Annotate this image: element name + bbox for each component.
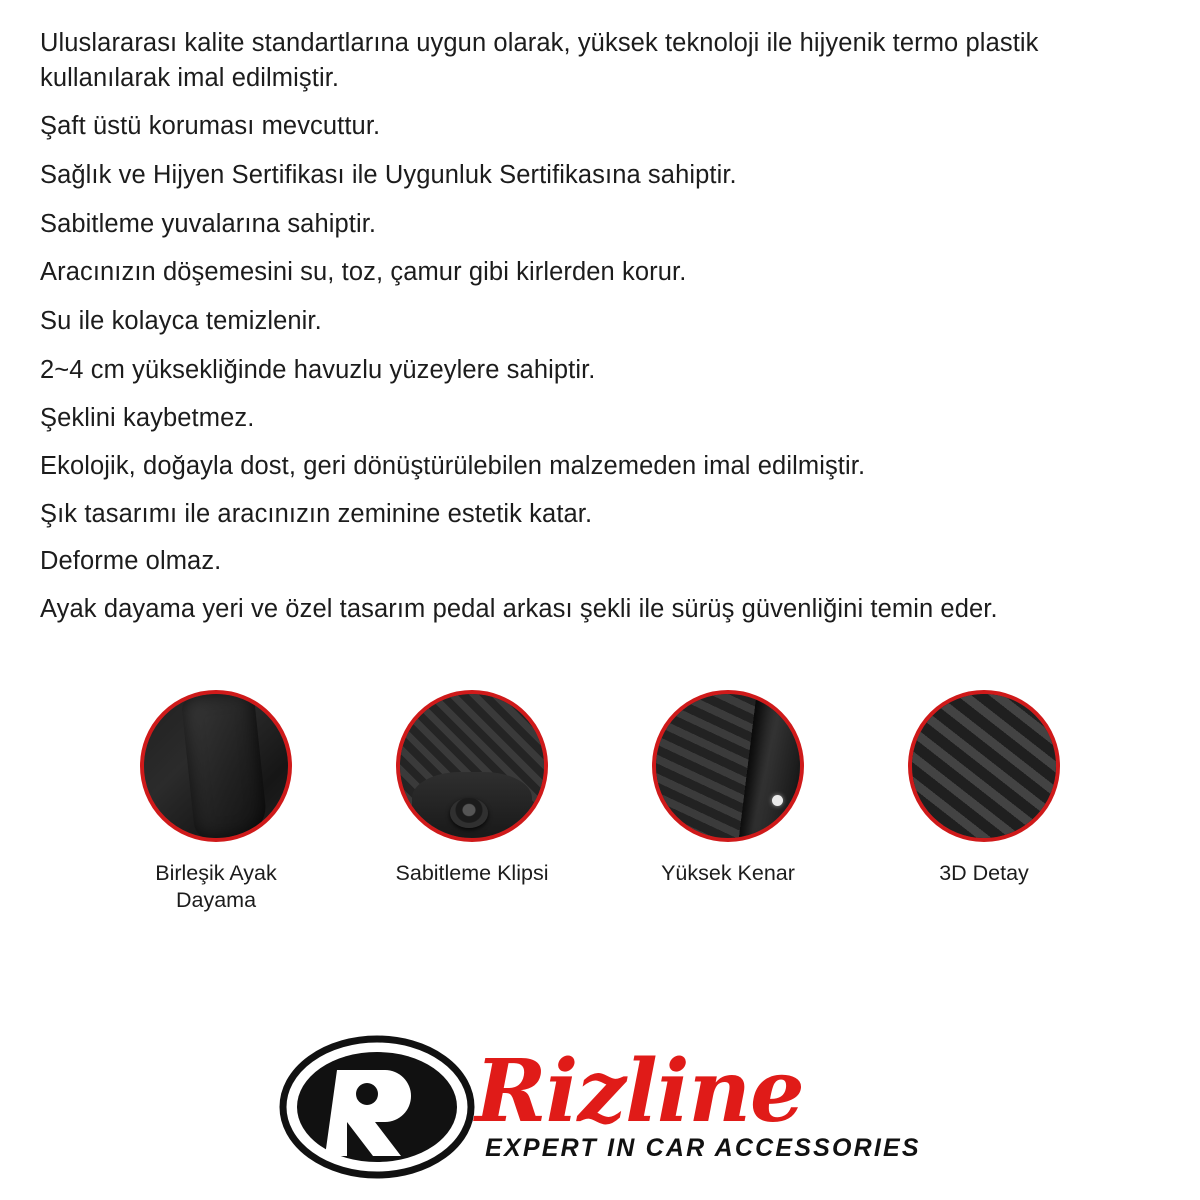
detail-caption: Birleşik Ayak Dayama (155, 861, 277, 912)
logo-wordmark: Rizline (475, 1040, 804, 1142)
feature-line: Sabitleme yuvalarına sahiptir. (40, 209, 377, 238)
high-edge-photo (652, 690, 804, 842)
feature-line: Şaft üstü koruması mevcuttur. (40, 112, 381, 141)
3d-texture-image (912, 694, 1056, 838)
foot-rest-image (144, 694, 288, 838)
detail-caption: 3D Detay (939, 861, 1029, 885)
rizline-monogram-icon (279, 1032, 475, 1182)
detail-item-3d-detail (894, 690, 1074, 914)
detail-item-foot-rest (126, 690, 306, 914)
mat-texture (144, 694, 288, 838)
feature-line: 2~4 cm yüksekliğinde havuzlu yüzeylere sahiptir. (40, 355, 596, 384)
high-edge-image (656, 694, 800, 838)
detail-item-high-edge (638, 690, 818, 914)
foot-rest-photo (140, 690, 292, 842)
fixing-clip-image (400, 694, 544, 838)
texture-nubs (193, 718, 249, 803)
feature-line: Deforme olmaz. (40, 547, 222, 576)
logo-group (279, 1032, 921, 1182)
feature-line: Ekolojik, doğayla dost, geri dönüştürülebilen malzemeden imal edilmiştir. (40, 452, 866, 481)
mat-texture (912, 694, 1056, 838)
feature-line: Uluslararası kalite standartlarına uygun olarak, yüksek teknoloji ile hijyenik termo plastik kullanılarak imal edilmiştir. (40, 29, 1039, 92)
feature-line: Sağlık ve Hijyen Sertifikası ile Uygunluk Sertifikasına sahiptir. (40, 161, 737, 190)
feature-line: Ayak dayama yeri ve özel tasarım pedal arkası şekli ile sürüş güvenliğini temin eder. (40, 595, 998, 624)
logo-tagline: EXPERT IN CAR ACCESSORIES (485, 1134, 921, 1163)
feature-line: Aracınızın döşemesini su, toz, çamur gibi kirlerden korur. (40, 258, 687, 287)
feature-line: Şık tasarımı ile aracınızın zeminine estetik katar. (40, 499, 593, 528)
mat-texture (656, 694, 800, 838)
feature-line: Su ile kolayca temizlenir. (40, 307, 322, 336)
3d-texture-photo (908, 690, 1060, 842)
mat-texture (400, 694, 544, 838)
detail-highlights (0, 690, 1200, 914)
logo-text (475, 1040, 921, 1164)
detail-caption: Yüksek Kenar (661, 861, 795, 885)
detail-caption: Sabitleme Klipsi (395, 861, 549, 885)
brand-logo (0, 1032, 1200, 1182)
detail-item-fixing-clip (382, 690, 562, 914)
feature-line: Şeklini kaybetmez. (40, 404, 255, 433)
fixing-clip-photo (396, 690, 548, 842)
